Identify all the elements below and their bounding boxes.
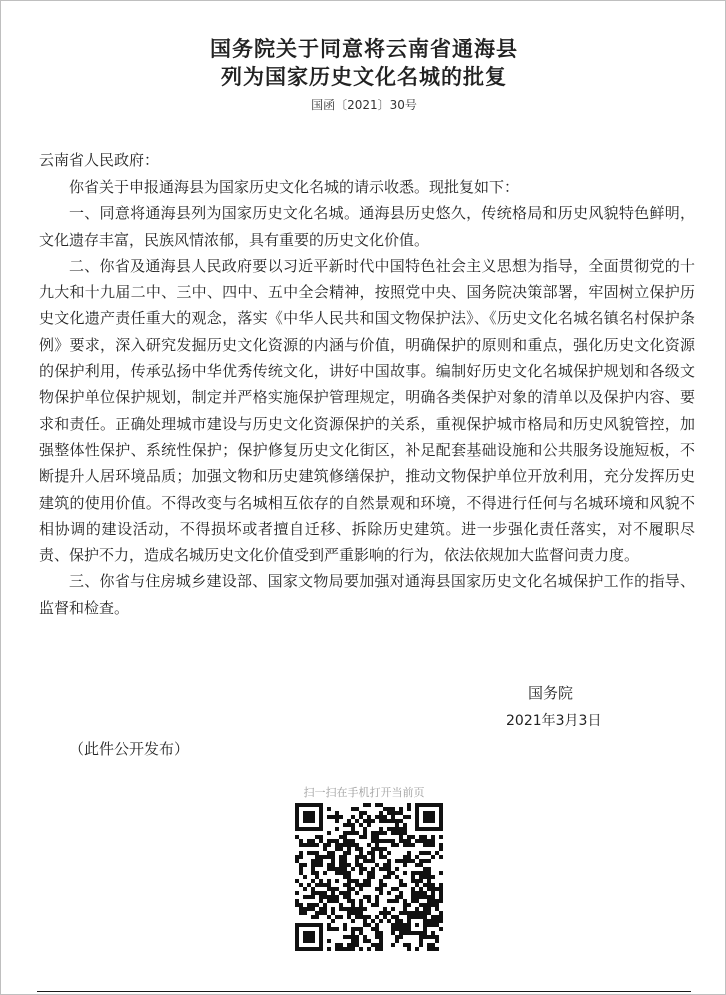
title-line-2: 列为国家历史文化名城的批复 bbox=[221, 64, 507, 89]
bottom-divider bbox=[37, 991, 691, 992]
paragraph-1: 一、同意将通海县列为国家历史文化名城。通海县历史悠久，传统格局和历史风貌特色鲜明，文化遗存丰富，民族风情浓郁，具有重要的历史文化价值。 bbox=[39, 204, 695, 249]
paragraph-intro: 你省关于申报通海县为国家历史文化名城的请示收悉。现批复如下： bbox=[69, 178, 520, 196]
qr-code-icon[interactable] bbox=[295, 803, 443, 951]
document-number: 国函〔2021〕30号 bbox=[311, 98, 417, 112]
paragraph-2: 二、你省及通海县人民政府要以习近平新时代中国特色社会主义思想为指导，全面贯彻党的十九大和十九届二中、三中、四中、五中全会精神，按照党中央、国务院决策部署，牢固树立保护历史文化遗产责任重大的观念，落实《中华人民共和国文物保护法》、《历史文化名城名镇名村保护条例》要求，深入研究发掘历史文化资源的内涵与价值，明确保护的原则和重点，强化历史文化资源的保护利用，传承弘扬中华优秀传统文化，讲好中国故事。编制好历史文化名城保护规划和各级文物保护单位保护规划，制定并严格实施保护管理规定，明确各类保护对象的清单以及保护内容、要求和责任。正确处理城市建设与历史文化资源保护的关系，重视保护城市格局和历史风貌管控，加强整体性保护、系统性保护；保护修复历史文化街区，补足配套基础设施和公共服务设施短板，不断提升人居环境品质；加强文物和历史建筑修缮保护，推动文物保护单位开放利用，充分发挥历史建筑的使用价值。不得改变与名城相互依存的自然景观和环境，不得进行任何与名城环境和风貌不相协调的建设活动，不得损坏或者擅自迁移、拆除历史建筑。进一步强化责任落实，对不履职尽责、保护不力，造成名城历史文化价值受到严重影响的行为，依法依规加大监督问责力度。 bbox=[39, 256, 695, 565]
paragraph-3: 三、你省与住房城乡建设部、国家文物局要加强对通海县国家历史文化名城保护工作的指导、监督和检查。 bbox=[39, 572, 695, 617]
qr-caption: 扫一扫在手机打开当前页 bbox=[303, 786, 425, 799]
salutation: 云南省人民政府： bbox=[39, 151, 160, 169]
document-body bbox=[39, 174, 695, 621]
title-line-1: 国务院关于同意将云南省通海县 bbox=[210, 36, 518, 61]
public-release-note: （此件公开发布） bbox=[69, 740, 190, 758]
signature-date: 2021年3月3日 bbox=[506, 713, 602, 729]
signature-organization: 国务院 bbox=[528, 684, 574, 702]
